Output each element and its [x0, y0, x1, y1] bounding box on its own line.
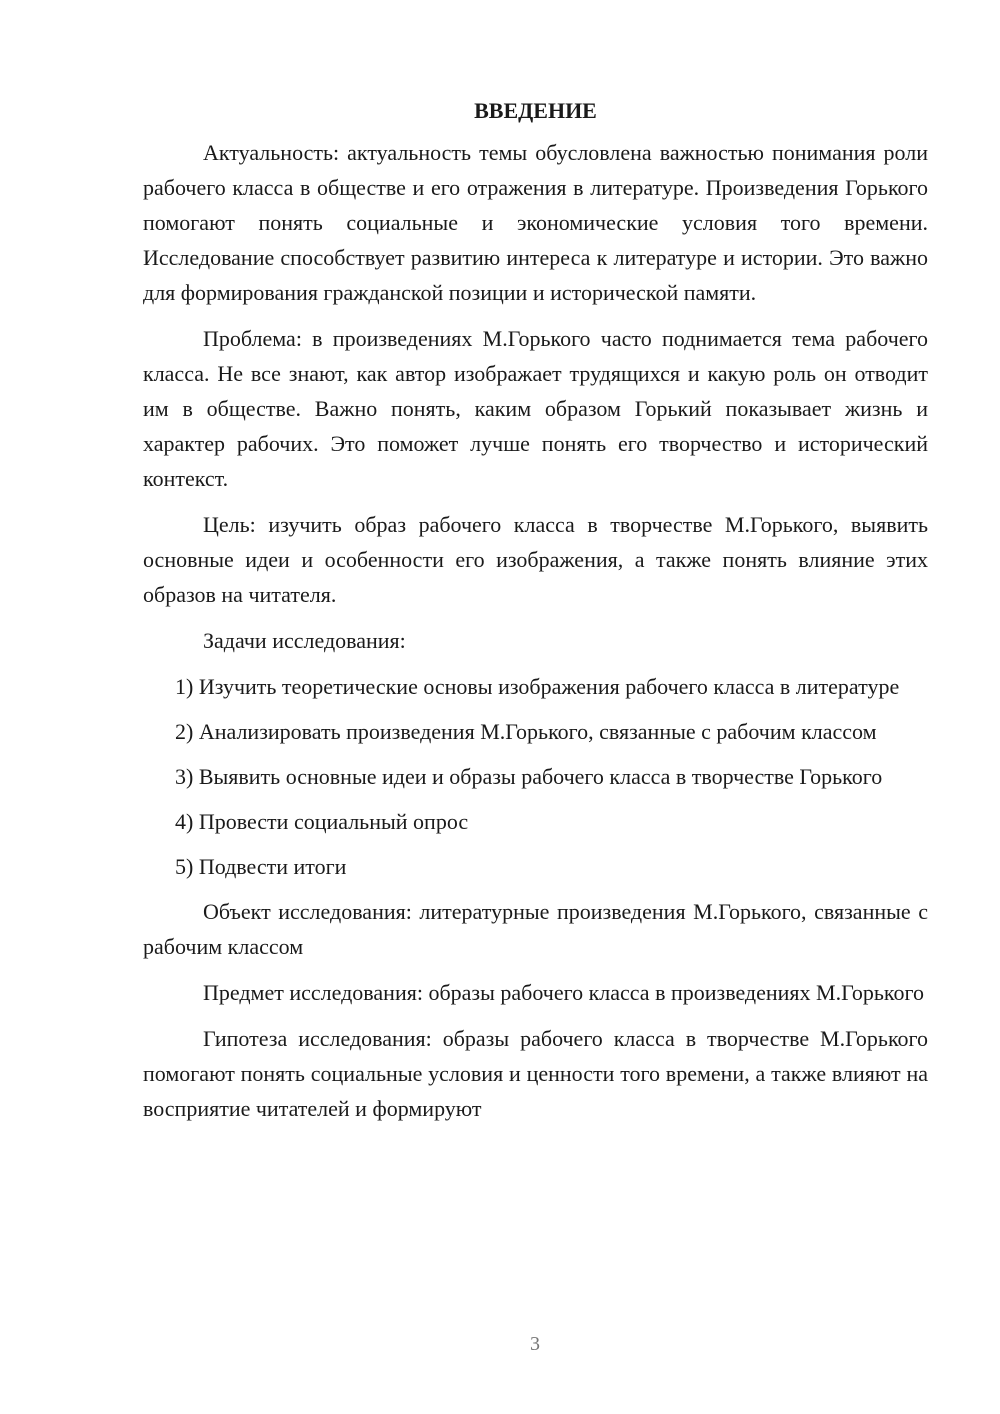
page-number: 3 — [530, 1333, 540, 1355]
page-content — [143, 96, 928, 1137]
task-item-5: 5) Подвести итоги — [175, 854, 347, 879]
task-item-4: 4) Провести социальный опрос — [175, 809, 469, 834]
paragraph-object: Объект исследования: литературные произведения М.Горького, связанные с рабочим классом — [143, 899, 928, 959]
task-item-3: 3) Выявить основные идеи и образы рабочего класса в творчестве Горького — [175, 764, 883, 789]
section-heading: ВВЕДЕНИЕ — [474, 98, 597, 123]
paragraph-relevance: Актуальность: актуальность темы обусловлена важностью понимания роли рабочего класса в обществе и его отражения в литературе. Произведения Горького помогают понять социальные и экономические условия того времени. Исследование способствует развитию интереса к литературе и истории. Это важно для формирования гражданской позиции и исторической памяти. — [143, 140, 928, 305]
task-item-2: 2) Анализировать произведения М.Горького, связанные с рабочим классом — [175, 719, 877, 744]
task-item-1: 1) Изучить теоретические основы изображения рабочего класса в литературе — [175, 674, 900, 699]
paragraph-subject: Предмет исследования: образы рабочего класса в произведениях М.Горького — [203, 980, 924, 1005]
paragraph-hypothesis: Гипотеза исследования: образы рабочего класса в творчестве М.Горького помогают понять социальные условия и ценности того времени, а также влияют на восприятие читателей и формируют — [143, 1026, 928, 1121]
paragraph-goal: Цель: изучить образ рабочего класса в творчестве М.Горького, выявить основные идеи и особенности его изображения, а также понять влияние этих образов на читателя. — [143, 512, 928, 607]
paragraph-problem: Проблема: в произведениях М.Горького часто поднимается тема рабочего класса. Не все знают, как автор изображает трудящихся и какую роль он отводит им в обществе. Важно понять, каким образом Горький показывает жизнь и характер рабочих. Это поможет лучше понять его творчество и исторический контекст. — [143, 326, 928, 491]
paragraph-tasks-title: Задачи исследования: — [203, 628, 406, 653]
